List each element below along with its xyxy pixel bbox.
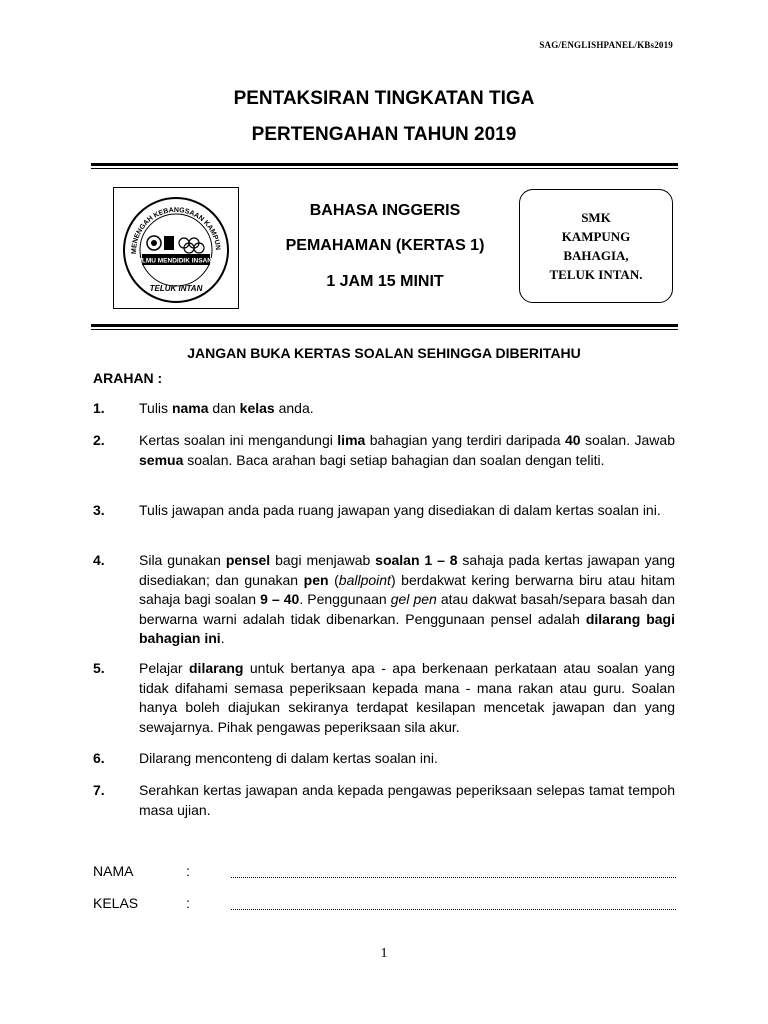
instruction-text: Tulis jawapan anda pada ruang jawapan yang disediakan di dalam kertas soalan ini. (139, 502, 661, 518)
school-line-3: BAHAGIA, (563, 248, 629, 263)
exam-title: PENTAKSIRAN TINGKATAN TIGA (233, 88, 535, 109)
instruction-number: 5. (93, 660, 105, 676)
school-line-2: KAMPUNG (561, 229, 631, 244)
name-dotted-line (231, 873, 676, 878)
school-line-1: SMK (581, 210, 611, 225)
school-logo (113, 187, 239, 309)
instruction-item (93, 551, 675, 649)
warning-heading: JANGAN BUKA KERTAS SOALAN SEHINGGA DIBERITAHU (187, 345, 581, 361)
instruction-item (93, 659, 675, 737)
document-code: SAG/ENGLISHPANEL/KBs2019 (539, 40, 673, 50)
instruction-text: Dilarang menconteng di dalam kertas soalan ini. (139, 750, 438, 766)
instruction-item (93, 501, 675, 521)
instruction-number: 3. (93, 502, 105, 518)
instruction-number: 4. (93, 552, 105, 568)
name-label: NAMA (93, 863, 134, 879)
logo-ring-text: MENENGAH KEBANGSAAN KAMPUN (130, 206, 222, 255)
instruction-text: Tulis nama dan kelas anda. (139, 400, 314, 416)
class-label: KELAS (93, 895, 139, 911)
instruction-number: 2. (93, 432, 105, 448)
instruction-item (93, 781, 675, 820)
instruction-number: 1. (93, 400, 105, 416)
instruction-text: Sila gunakan pensel bagi menjawab soalan 1 – 8 sahaja pada kertas jawapan yang disediakan; dan gunakan pen (ballpoint) berdakwat kering berwarna biru atau hitam sahaja bagi soalan 9 – 40. Penggunaan gel pen atau dakwat basah/separa basah dan berwarna warni adalah tidak dibenarkan. Penggunaan pensel adalah dilarang bagi bahagian ini. (139, 552, 676, 646)
instruction-number: 7. (93, 782, 105, 798)
subject-name: BAHASA INGGERIS (309, 202, 461, 219)
instruction-item (93, 749, 675, 769)
instruction-number: 6. (93, 750, 105, 766)
logo-bottom-text: TELUK INTAN (149, 284, 203, 293)
logo-motto: ILMU MENDIDIK INSAN (140, 257, 212, 265)
top-double-rule (91, 163, 678, 169)
instruction-text: Serahkan kertas jawapan anda kepada pengawas peperiksaan selepas tamat tempoh masa ujian. (139, 782, 675, 818)
class-colon: : (186, 895, 190, 911)
class-dotted-line (231, 905, 676, 910)
exam-subtitle: PERTENGAHAN TAHUN 2019 (251, 124, 517, 145)
exam-duration: 1 JAM 15 MINIT (326, 273, 444, 290)
instruction-text: Pelajar dilarang untuk bertanya apa - apa berkenaan perkataan atau soalan yang tidak difahami semasa peperiksaan kepada mana - mana rakan atau guru. Soalan hanya boleh diajukan sekiranya terdapat kesilapan mencetak jawapan dan yang sewajarnya. Pihak pengawas peperiksaan sila akur. (139, 660, 675, 735)
instruction-item (93, 431, 675, 470)
paper-name: PEMAHAMAN (KERTAS 1) (285, 237, 485, 254)
instruction-item (93, 399, 675, 419)
page-number: 1 (380, 946, 388, 961)
name-colon: : (186, 863, 190, 879)
instructions-label: ARAHAN : (93, 370, 163, 386)
school-line-4: TELUK INTAN. (549, 267, 643, 282)
instruction-text: Kertas soalan ini mengandungi lima bahagian yang terdiri daripada 40 soalan. Jawab semua soalan. Baca arahan bagi setiap bahagian dan soalan dengan teliti. (139, 432, 675, 468)
school-name-box (519, 189, 673, 303)
bottom-double-rule (91, 324, 678, 330)
